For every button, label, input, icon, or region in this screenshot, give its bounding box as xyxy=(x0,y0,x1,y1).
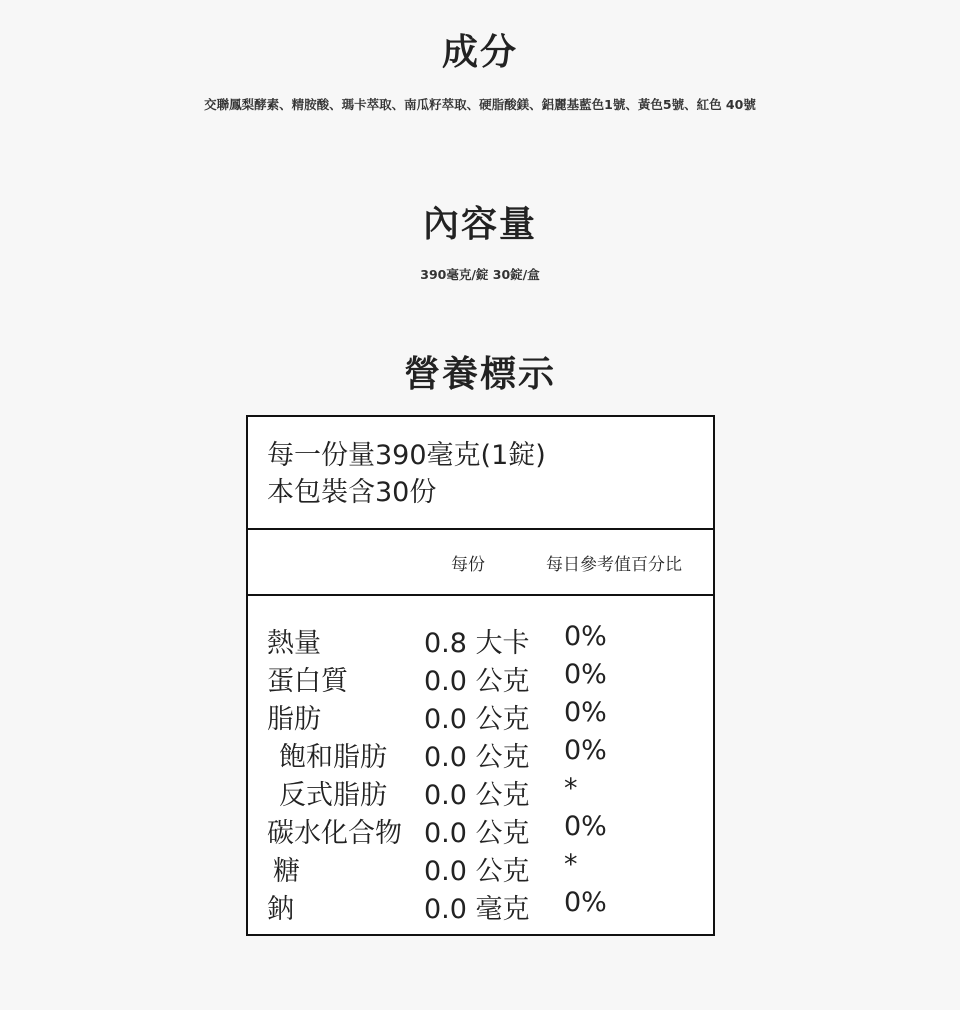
nutrition-rows xyxy=(248,621,713,925)
nutrition-row-fat xyxy=(248,697,713,735)
nutrient-name: 熱量 xyxy=(267,628,321,659)
ingredients-text: 交聯鳳梨酵素、精胺酸、瑪卡萃取、南瓜籽萃取、硬脂酸鎂、鋁麗基藍色1號、黃色5號、紅色 40號 xyxy=(204,97,756,112)
nutrient-name: 鈉 xyxy=(267,894,294,925)
nutrient-name: 飽和脂肪 xyxy=(279,742,387,773)
ingredients-title: 成分 xyxy=(441,32,518,73)
servings-per-package: 本包裝含30份 xyxy=(267,477,437,508)
nutrition-serving-info xyxy=(248,417,713,530)
nutrient-amount: 0.0 毫克 xyxy=(424,894,530,925)
content-text: 390毫克/錠 30錠/盒 xyxy=(420,267,540,282)
nutrient-amount: 0.0 公克 xyxy=(424,666,530,697)
nutrition-row-sugar xyxy=(248,849,713,887)
nutrient-daily-value: * xyxy=(564,773,578,804)
nutrient-daily-value: 0% xyxy=(564,735,607,766)
nutrition-column-header xyxy=(248,530,713,596)
nutrition-row-trans-fat xyxy=(248,773,713,811)
nutrition-row-saturated-fat xyxy=(248,735,713,773)
nutrient-name: 脂肪 xyxy=(267,704,321,735)
nutrient-daily-value: 0% xyxy=(564,887,607,918)
content-title: 內容量 xyxy=(422,204,537,245)
nutrient-daily-value: 0% xyxy=(564,659,607,690)
nutrient-daily-value: 0% xyxy=(564,811,607,842)
nutrient-daily-value: 0% xyxy=(564,621,607,652)
column-per-serving: 每份 xyxy=(451,555,485,575)
nutrition-row-carbohydrate xyxy=(248,811,713,849)
nutrient-amount: 0.8 大卡 xyxy=(424,628,530,659)
nutrition-table xyxy=(246,415,715,936)
nutrient-name: 碳水化合物 xyxy=(267,818,402,849)
nutrition-row-sodium xyxy=(248,887,713,925)
column-daily-value: 每日參考值百分比 xyxy=(546,555,682,575)
nutrient-name: 蛋白質 xyxy=(267,666,348,697)
serving-size: 每一份量390毫克(1錠) xyxy=(267,440,546,471)
nutrient-name: 反式脂肪 xyxy=(279,780,387,811)
nutrient-daily-value: * xyxy=(564,849,578,880)
nutrient-amount: 0.0 公克 xyxy=(424,704,530,735)
nutrient-daily-value: 0% xyxy=(564,697,607,728)
nutrient-amount: 0.0 公克 xyxy=(424,780,530,811)
nutrient-amount: 0.0 公克 xyxy=(424,856,530,887)
nutrition-row-protein xyxy=(248,659,713,697)
nutrient-amount: 0.0 公克 xyxy=(424,818,530,849)
nutrient-amount: 0.0 公克 xyxy=(424,742,530,773)
nutrient-name: 糖 xyxy=(273,856,300,887)
nutrition-row-calories xyxy=(248,621,713,659)
nutrition-title: 營養標示 xyxy=(403,354,556,395)
